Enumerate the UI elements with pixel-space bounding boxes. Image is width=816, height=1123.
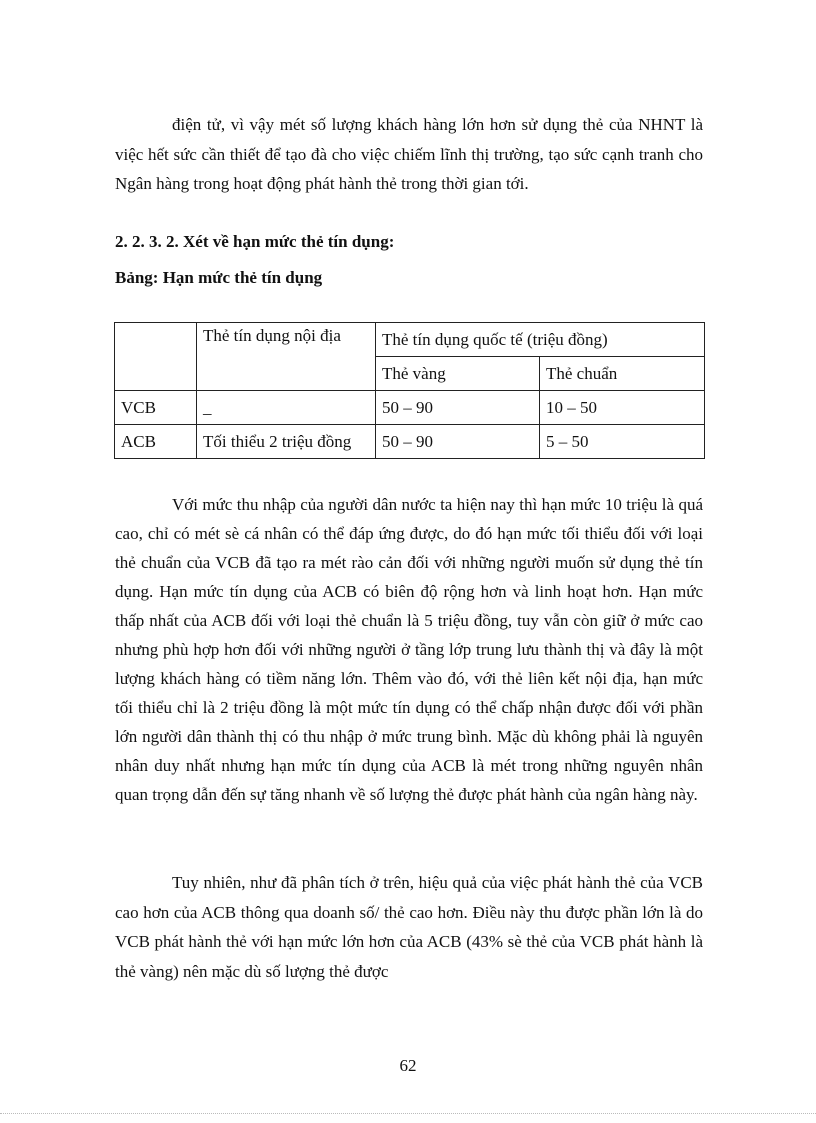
- paragraph-analysis: Với mức thu nhập của người dân nước ta hiện nay thì hạn mức 10 triệu là quá cao, chỉ có mét sè cá nhân có thể đáp ứng được, do đó hạn mức tối thiểu đối với loại thẻ chuẩn của VCB đã tạo ra mét rào cản đối với những người muốn sử dụng thẻ tín dụng. Hạn mức tín dụng của ACB có biên độ rộng hơn và linh hoạt hơn. Hạn mức thấp nhất của ACB đối với loại thẻ chuẩn là 5 triệu đồng, tuy vẫn còn giữ ở mức cao nhưng phù hợp hơn đối với những người ở tầng lớp trung lưu thành thị và đây là một lượng khách hàng có tiềm năng lớn. Thêm vào đó, với thẻ liên kết nội địa, hạn mức tối thiểu chỉ là 2 triệu đồng là một mức tín dụng có thể chấp nhận được đối với phần lớn người dân thành thị có thu nhập ở mức trung bình. Mặc dù không phải là nguyên nhân duy nhất nhưng hạn mức tín dụng của ACB là mét trong những nguyên nhân quan trọng dẫn đến sự tăng nhanh về số lượng thẻ được phát hành của ngân hàng này.: [115, 495, 703, 804]
- paragraph-comparison: Tuy nhiên, như đã phân tích ở trên, hiệu quả của việc phát hành thẻ của VCB cao hơn của ACB thông qua doanh số/ thẻ cao hơn. Điều này thu được phần lớn là do VCB phát hành thẻ với hạn mức lớn hơn của ACB (43% sè thẻ của VCB phát hành là thẻ vàng) nên mặc dù số lượng thẻ được: [115, 873, 703, 982]
- section-heading: 2. 2. 3. 2. Xét về hạn mức thẻ tín dụng:: [115, 232, 395, 251]
- cell-domestic: Tối thiểu 2 triệu đồng: [197, 425, 376, 459]
- table-caption: Bảng: Hạn mức thẻ tín dụng: [115, 268, 323, 287]
- cell-bank: ACB: [115, 425, 197, 459]
- cell-standard: 5 – 50: [540, 425, 705, 459]
- table-row: [115, 391, 705, 425]
- page-number: 62: [399, 1056, 417, 1075]
- header-international: Thẻ tín dụng quốc tế (triệu đồng): [376, 323, 705, 357]
- cell-domestic: _: [197, 391, 376, 425]
- table-corner-cell: [115, 323, 197, 391]
- page-edge-divider: [0, 1113, 816, 1114]
- credit-limit-table: [114, 322, 705, 459]
- table-row: [115, 425, 705, 459]
- header-domestic: Thẻ tín dụng nội địa: [197, 323, 376, 391]
- cell-gold: 50 – 90: [376, 391, 540, 425]
- paragraph-intro: điện tử, vì vậy mét số lượng khách hàng lớn hơn sử dụng thẻ của NHNT là việc hết sức cần thiết để tạo đà cho việc chiếm lĩnh thị trường, tạo sức cạnh tranh cho Ngân hàng trong hoạt động phát hành thẻ trong thời gian tới.: [115, 115, 703, 194]
- table-header-row: [115, 323, 705, 357]
- cell-standard: 10 – 50: [540, 391, 705, 425]
- cell-bank: VCB: [115, 391, 197, 425]
- subheader-standard: Thẻ chuẩn: [540, 357, 705, 391]
- cell-gold: 50 – 90: [376, 425, 540, 459]
- subheader-gold: Thẻ vàng: [376, 357, 540, 391]
